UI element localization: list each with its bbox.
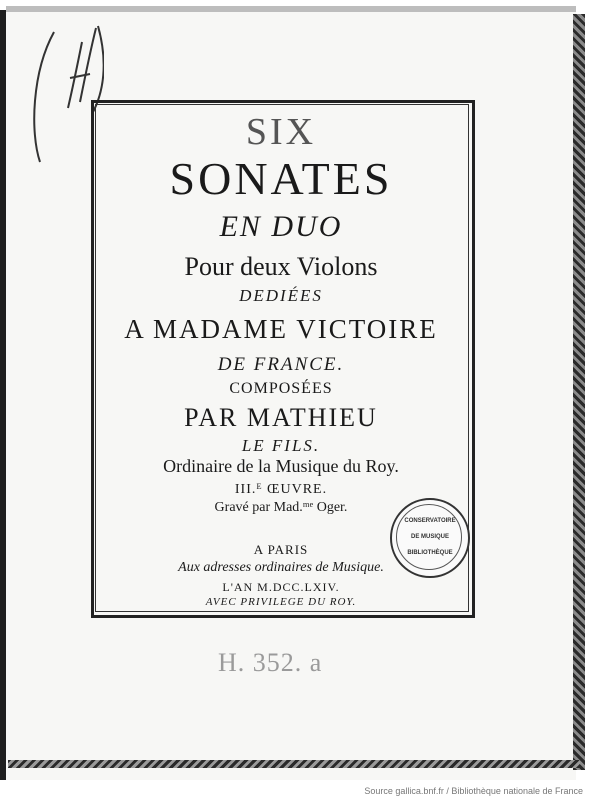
instrumentation: Pour deux Violons [184,252,378,281]
dedicatee: A MADAME VICTOIRE [124,314,438,344]
book-edge-bottom [8,760,580,768]
source-credit: Source gallica.bnf.fr / Bibliothèque nationale de France [364,786,583,796]
composed-label: COMPOSÉES [229,380,333,397]
library-stamp [390,498,470,578]
imprint-address: Aux adresses ordinaires de Musique. [178,560,384,575]
title-sonates: SONATES [169,153,393,204]
engraver: Gravé par Mad.ᵐᵉ Oger. [214,500,348,515]
book-edge-right [573,14,585,770]
privilege: AVEC PRIVILEGE DU ROY. [205,596,357,608]
stamp-line-1: CONSERVATOIRE [404,518,456,524]
stamp-line-3: BIBLIOTHÈQUE [407,550,453,556]
opus-number: III.ᴱ ŒUVRE. [234,482,328,497]
composer: PAR MATHIEU [184,403,378,432]
title-six: SIX [245,111,317,153]
composer-position: Ordinaire de la Musique du Roy. [163,456,399,476]
dedicatee-house: DE FRANCE. [217,354,345,375]
imprint-year: L'AN M.DCC.LXIV. [222,580,340,594]
title-en-duo: EN DUO [219,210,343,243]
call-number: H. 352. a [218,648,323,677]
composer-suffix: LE FILS. [241,436,321,455]
stamp-line-2: DE MUSIQUE [410,534,449,540]
dedication-label: DEDIÉES [239,286,323,305]
imprint-city: A PARIS [253,542,309,557]
